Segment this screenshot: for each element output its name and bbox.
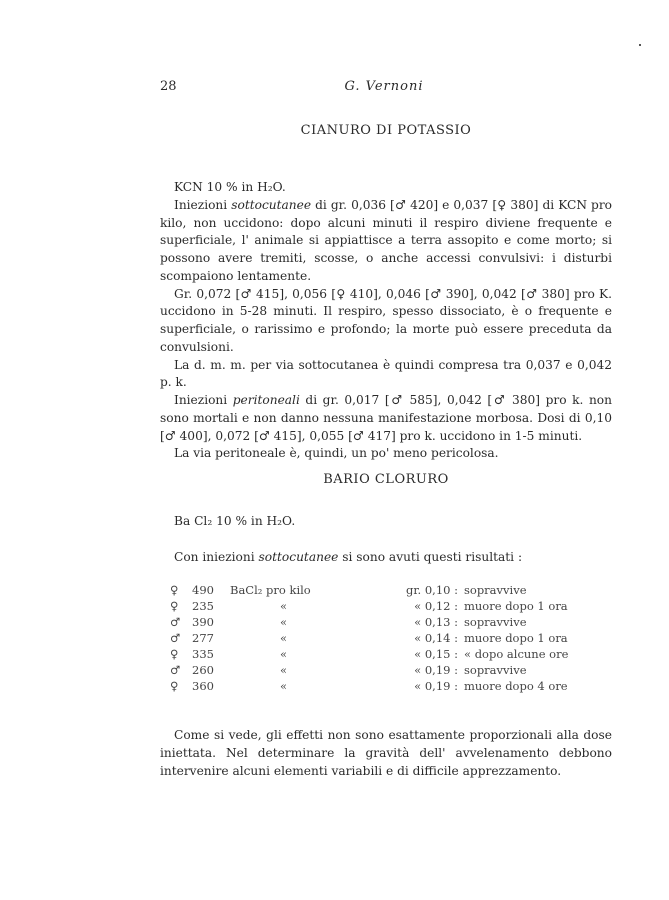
compound-cell: « xyxy=(280,631,288,645)
outcome-cell: muore dopo 1 ora xyxy=(464,599,568,613)
table-row xyxy=(170,678,568,694)
paragraph: Gr. 0,072 [♂ 415], 0,056 [♀ 410], 0,046 [♂ 390], 0,042 [♂ 380] pro K. uccidono in 5-28 minuti. Il respiro, spesso dissociato, è o frequente e superficiale, o rarissimo e profondo; la morte può essere preceduta da convulsioni. xyxy=(160,286,612,354)
table-row xyxy=(170,614,568,630)
dose-cell: « 0,15 : xyxy=(414,647,458,661)
compound-cell: « xyxy=(280,599,288,613)
scan-speck xyxy=(639,44,641,46)
compound-cell: « xyxy=(280,679,288,693)
page-number: 28 xyxy=(160,79,177,94)
outcome-cell: muore dopo 1 ora xyxy=(464,631,568,645)
sex-symbol: ♂ xyxy=(170,663,181,677)
sex-symbol: ♀ xyxy=(170,647,179,661)
weight-cell: 390 xyxy=(192,615,214,629)
paragraph: Iniezioni sottocutanee di gr. 0,036 [♂ 420] e 0,037 [♀ 380] di KCN pro kilo, non uccidono: dopo alcuni minuti il respiro diviene frequente e superficiale, l' animale si appiattisce a terra assopito e come morto; si possono avere tremiti, scosse, o anche accessi convulsivi: i disturbi scompaiono lentamente. xyxy=(160,197,612,283)
compound-cell: BaCl₂ pro kilo xyxy=(230,583,311,597)
weight-cell: 260 xyxy=(192,663,214,677)
sex-symbol: ♀ xyxy=(170,599,179,613)
table-row xyxy=(170,662,568,678)
section-title-bario: BARIO CLORURO xyxy=(323,472,449,487)
dose-cell: « 0,19 : xyxy=(414,663,458,677)
dose-cell: « 0,13 : xyxy=(414,615,458,629)
compound-cell: « xyxy=(280,615,288,629)
sex-symbol: ♂ xyxy=(170,631,181,645)
running-title: G. Vernoni xyxy=(344,79,424,94)
outcome-cell: muore dopo 4 ore xyxy=(464,679,568,693)
intro-bario: Con iniezioni sottocutanee si sono avuti questi risultati : xyxy=(174,550,523,564)
section-body-cianuro xyxy=(160,179,612,463)
dose-cell: gr. 0,10 : xyxy=(405,583,458,597)
outcome-cell: sopravvive xyxy=(464,583,527,597)
table-row xyxy=(170,646,568,662)
section-title-cianuro: CIANURO DI POTASSIO xyxy=(300,123,472,138)
outcome-cell: sopravvive xyxy=(464,615,527,629)
outcome-cell: sopravvive xyxy=(464,663,527,677)
weight-cell: 335 xyxy=(192,647,214,661)
paragraph: La via peritoneale è, quindi, un po' meno pericolosa. xyxy=(174,446,499,461)
paragraph: La d. m. m. per via sottocutanea è quindi compresa tra 0,037 e 0,042 p. k. xyxy=(160,357,612,390)
conclusion-paragraph: Come si vede, gli effetti non sono esattamente proporzionali alla dose iniettata. Nel determinare la gravità dell' avvelenamento debbono intervenire alcuni elementi variabili e di difficile apprezzamento. xyxy=(160,728,612,778)
compound-cell: « xyxy=(280,663,288,677)
dose-cell: « 0,12 : xyxy=(414,599,458,613)
weight-cell: 490 xyxy=(192,583,214,597)
outcome-cell: « dopo alcune ore xyxy=(464,647,569,661)
table-row xyxy=(170,598,568,614)
dose-cell: « 0,14 : xyxy=(414,631,458,645)
weight-cell: 360 xyxy=(192,679,214,693)
table-row xyxy=(170,582,568,598)
results-table xyxy=(170,582,568,694)
compound-cell: « xyxy=(280,647,288,661)
table-row xyxy=(170,630,568,646)
dose-cell: « 0,19 : xyxy=(414,679,458,693)
weight-cell: 235 xyxy=(192,599,214,613)
weight-cell: 277 xyxy=(192,631,214,645)
formula: KCN 10 % in H₂O. xyxy=(174,180,286,194)
formula-bario: Ba Cl₂ 10 % in H₂O. xyxy=(174,514,296,528)
sex-symbol: ♂ xyxy=(170,615,181,629)
paragraph: Iniezioni peritoneali di gr. 0,017 [♂ 585], 0,042 [♂ 380] pro k. non sono mortali e non danno nessuna manifestazione morbosa. Dosi di 0,10 [♂ 400], 0,072 [♂ 415], 0,055 [♂ 417] pro k. uccidono in 1-5 minuti. xyxy=(160,393,612,443)
sex-symbol: ♀ xyxy=(170,583,179,597)
sex-symbol: ♀ xyxy=(170,679,179,693)
